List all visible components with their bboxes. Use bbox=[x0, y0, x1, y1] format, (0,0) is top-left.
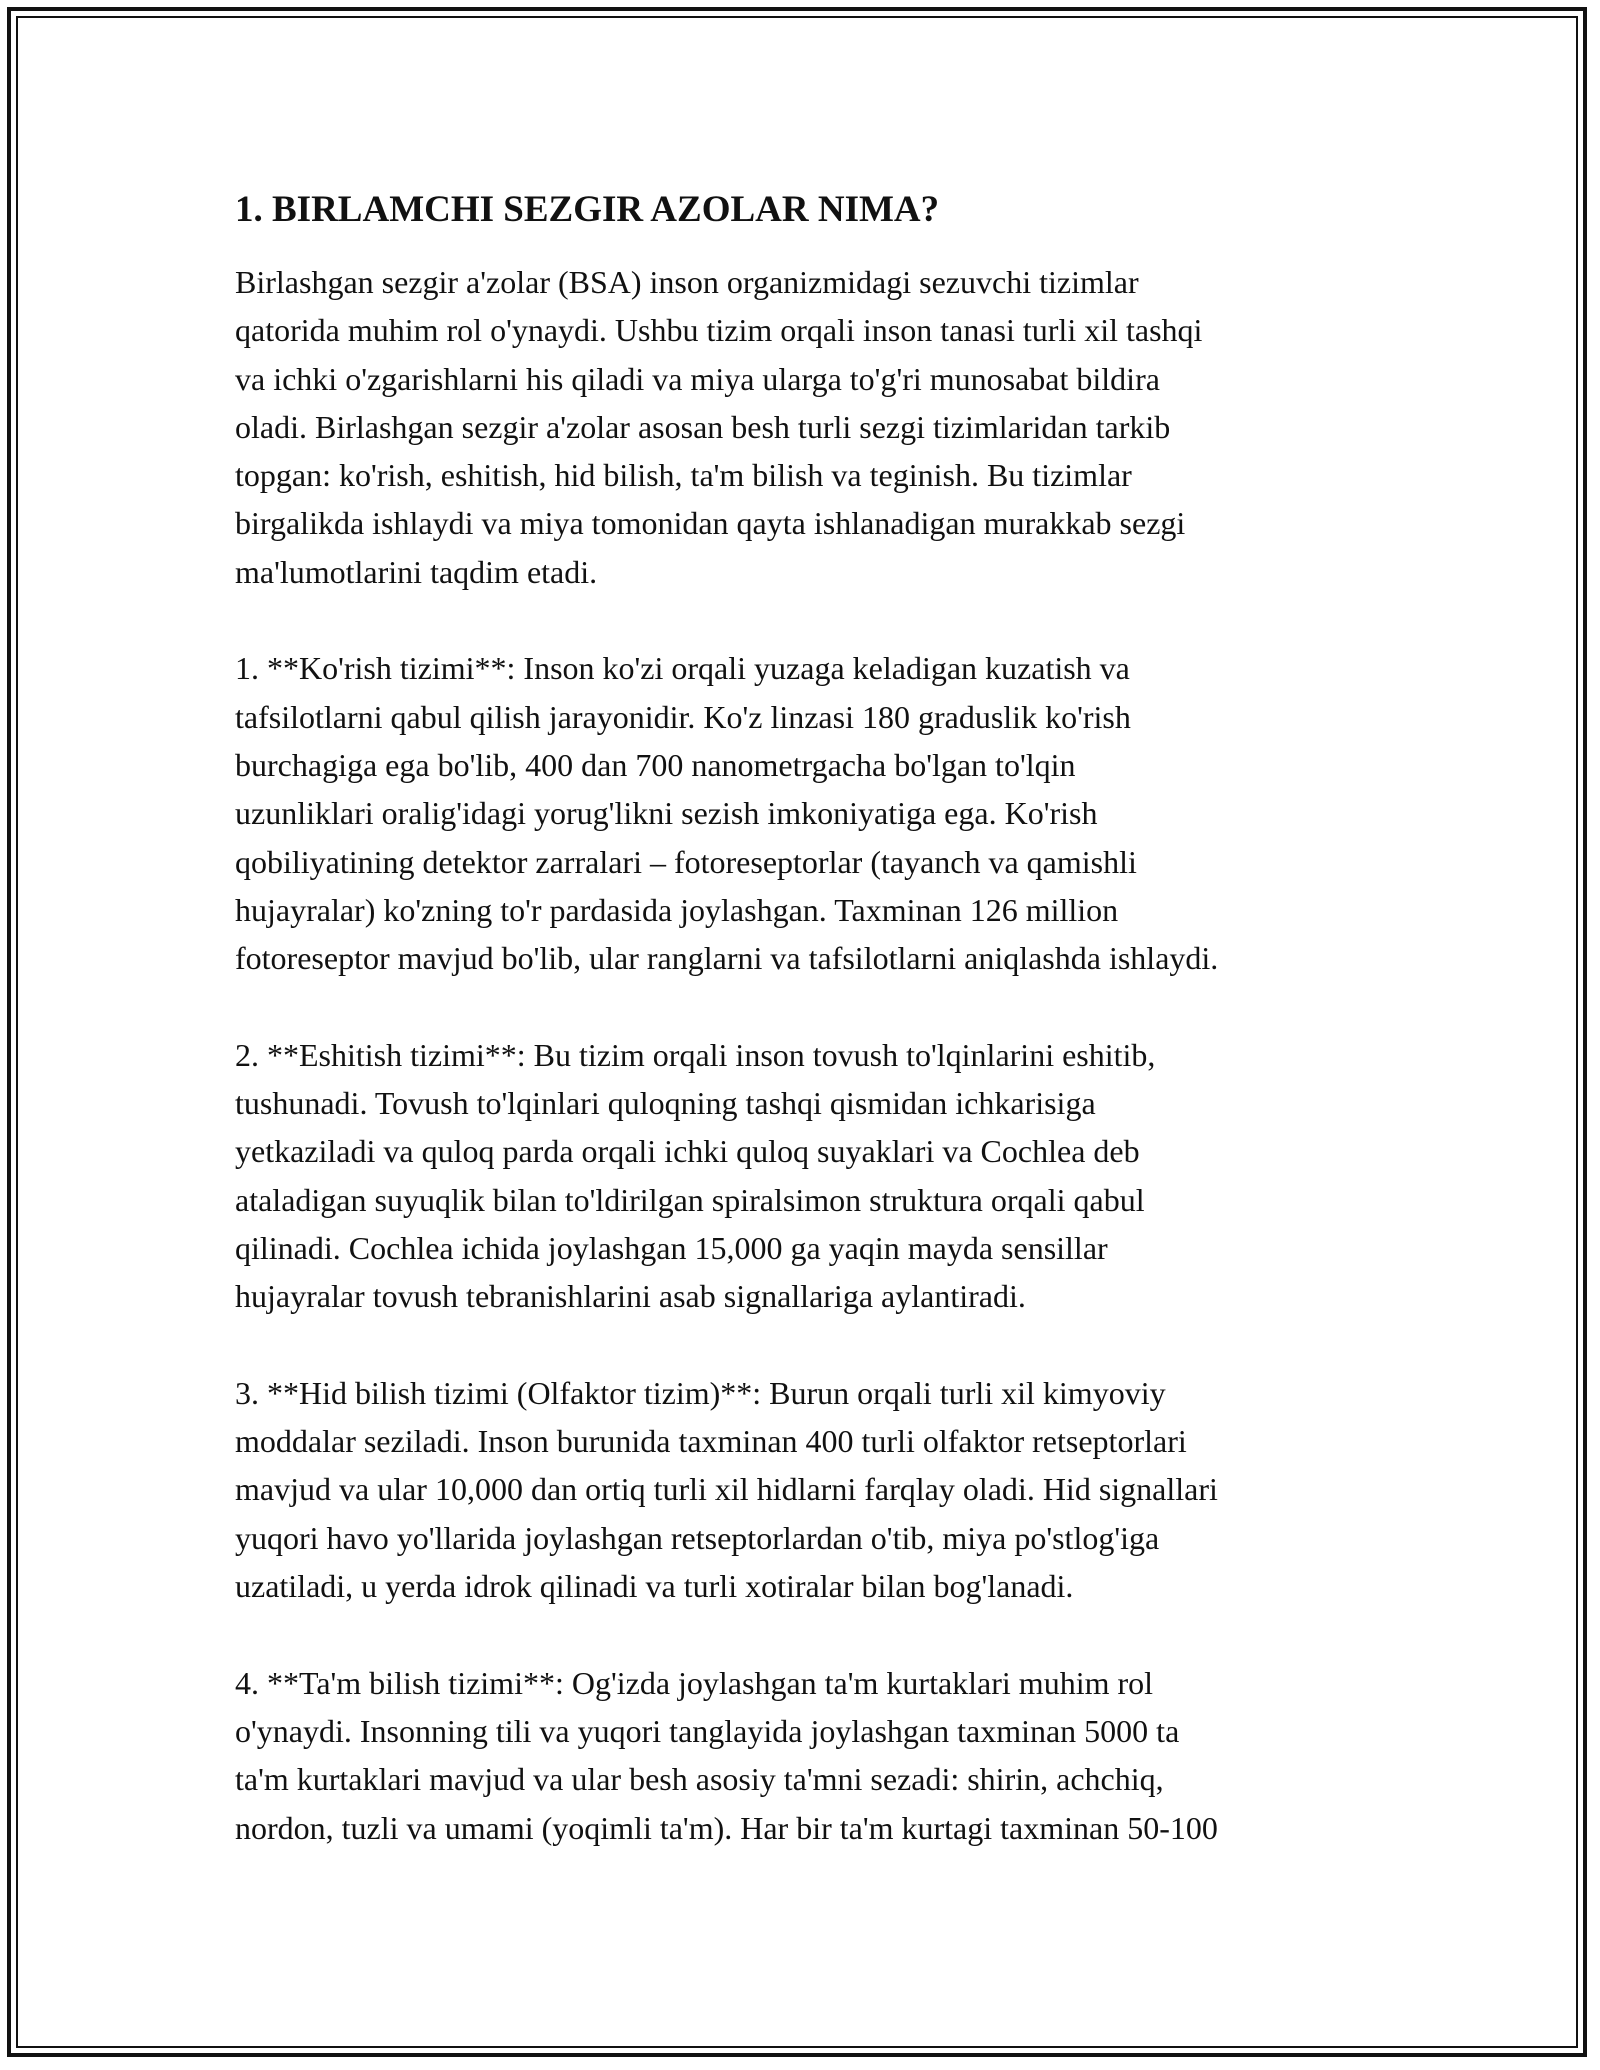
paragraph-vision: 1. **Ko'rish tizimi**: Inson ko'zi orqali yuzaga keladigan kuzatish va tafsilotlarni qabul qilish jarayonidir. Ko'z linzasi 180 graduslik ko'rish burchagiga ega bo'lib, 400 dan 700 nanometrgacha bo'lgan to'lqin uzunliklari oralig'idagi yorug'likni sezish imkoniyatiga ega. Ko'rish qobiliyatining detektor zarralari – fotoreseptorlar (tayanch va qamishli hujayralar) ko'zning to'r pardasida joylashgan. Taxminan 126 million fotoreseptor mavjud bo'lib, ular ranglarni va tafsilotlarni aniqlashda ishlaydi. bbox=[235, 650, 1219, 977]
paragraph-intro: Birlashgan sezgir a'zolar (BSA) inson organizmidagi sezuvchi tizimlar qatorida muhim rol o'ynaydi. Ushbu tizim orqali inson tanasi turli xil tashqi va ichki o'zgarishlarni his qiladi va miya ularga to'g'ri munosabat bildira oladi. Birlashgan sezgir a'zolar asosan besh turli sezgi tizimlaridan tarkib topgan: ko'rish, eshitish, hid bilish, ta'm bilish va teginish. Bu tizimlar birgalikda ishlaydi va miya tomonidan qayta ishlanadigan murakkab sezgi ma'lumotlarini taqdim etadi. bbox=[235, 264, 1203, 590]
document-body bbox=[235, 186, 1375, 1900]
document-title: 1. BIRLAMCHI SEZGIR AZOLAR NIMA? bbox=[235, 189, 940, 230]
paragraph-smell: 3. **Hid bilish tizimi (Olfaktor tizim)**: Burun orqali turli xil kimyoviy moddalar seziladi. Inson burunida taxminan 400 turli olfaktor retseptorlari mavjud va ular 10,000 dan ortiq turli xil hidlarni farqlay oladi. Hid signallari yuqori havo yo'llarida joylashgan retseptorlardan o'tib, miya po'stlog'iga uzatiladi, u yerda idrok qilinadi va turli xotiralar bilan bog'lanadi. bbox=[235, 1374, 1218, 1605]
paragraph-hearing: 2. **Eshitish tizimi**: Bu tizim orqali inson tovush to'lqinlarini eshitib, tushunadi. Tovush to'lqinlari quloqning tashqi qismidan ichkarisiga yetkaziladi va quloq parda orqali ichki quloq suyaklari va Cochlea deb ataladigan suyuqlik bilan to'ldirilgan spiralsimon struktura orqali qabul qilinadi. Cochlea ichida joylashgan 15,000 ga yaqin mayda sensillar hujayralar tovush tebranishlarini asab signallariga aylantiradi. bbox=[235, 1036, 1156, 1315]
paragraph-taste: 4. **Ta'm bilish tizimi**: Og'izda joylashgan ta'm kurtaklari muhim rol o'ynaydi. Insonning tili va yuqori tanglayida joylashgan taxminan 5000 ta ta'm kurtaklari mavjud va ular besh asosiy ta'mni sezadi: shirin, achchiq, nordon, tuzli va umami (yoqimli ta'm). Har bir ta'm kurtagi taxminan 50-100 bbox=[235, 1664, 1218, 1846]
